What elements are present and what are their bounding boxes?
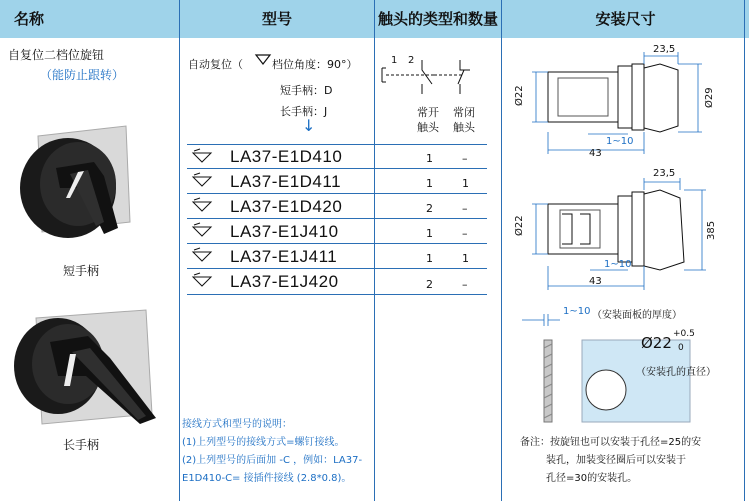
nc-count: – <box>462 152 468 165</box>
dim1-top: 23,5 <box>653 44 676 55</box>
nc-label-2: 触头 <box>453 121 475 134</box>
mount-note-2: 装孔，加装变径圈后可以安装于 <box>546 455 686 466</box>
dim2-dia: Ø22 <box>514 215 525 236</box>
long-knob-image <box>6 306 156 431</box>
dim1-length: 43 <box>589 148 602 159</box>
no-label-1: 常开 <box>417 106 439 119</box>
mount-note-1: 备注：按旋钮也可以安装于孔径=25的安 <box>520 437 702 448</box>
nc-count: – <box>462 202 468 215</box>
product-subtitle: （能防止跟转） <box>40 68 125 82</box>
nc-count: 1 <box>462 252 469 265</box>
product-title: 自复位二档位旋钮 <box>8 48 105 62</box>
short-knob-image <box>8 118 138 248</box>
position-symbol-icon <box>254 52 272 66</box>
no-count: 1 <box>426 227 433 240</box>
no-count: 1 <box>426 252 433 265</box>
header-contacts-label: 触头的类型和数量 <box>377 10 498 28</box>
hole-note: （安装孔的直径） <box>636 367 716 378</box>
position-symbol-icon <box>191 148 213 164</box>
position-symbol-icon <box>191 197 213 213</box>
model-row-1: LA37-E1D410 <box>230 147 343 166</box>
row-divider <box>187 168 487 169</box>
model-row-4: LA37-E1J410 <box>230 222 339 241</box>
header-model-label: 型号 <box>261 10 292 28</box>
row-divider <box>187 294 487 295</box>
dim2-top: 23,5 <box>653 168 676 179</box>
dim1-dia2: Ø29 <box>704 87 715 108</box>
dim2-height: 385 <box>706 220 717 240</box>
row-divider <box>187 144 487 145</box>
model-row-2: LA37-E1D411 <box>230 172 342 191</box>
nc-label-1: 常闭 <box>453 106 475 119</box>
dim1-dia: Ø22 <box>514 85 525 106</box>
position-symbol-icon <box>191 272 213 288</box>
row-divider <box>187 193 487 194</box>
dim1-range: 1~10 <box>606 136 634 147</box>
notes-line-1: (1)上列型号的接线方式=螺钉接线。 <box>182 437 345 448</box>
header-dims <box>502 0 750 38</box>
long-handle-label: 长手柄 <box>63 438 100 452</box>
model-row-6: LA37-E1J420 <box>230 272 339 291</box>
header-dims-label: 安装尺寸 <box>595 10 656 28</box>
auto-reset-text: 自动复位（ <box>188 58 243 71</box>
col-divider <box>179 0 180 501</box>
notes-line-2: (2)上列型号的后面加 -C ，例如：LA37- <box>182 455 363 466</box>
position-symbol-icon <box>191 247 213 263</box>
notes-line-3: E1D410-C= 接插件接线 (2.8*0.8)。 <box>182 473 352 484</box>
no-count: 1 <box>426 177 433 190</box>
no-count: 1 <box>426 152 433 165</box>
col-divider <box>501 0 502 501</box>
hole-diameter: Ø22 <box>641 334 672 352</box>
long-code-text: 长手柄：J <box>280 105 328 118</box>
row-divider <box>187 218 487 219</box>
diagram-num-1: 1 <box>391 55 398 66</box>
dim2-range: 1~10 <box>604 259 632 270</box>
no-count: 2 <box>426 278 433 291</box>
no-count: 2 <box>426 202 433 215</box>
short-code-text: 短手柄：D <box>280 84 333 97</box>
mount-note-3: 孔径=30的安装孔。 <box>546 473 638 484</box>
header-name-label: 名称 <box>14 10 45 28</box>
header-name <box>0 0 180 38</box>
panel-note: （安装面板的厚度） <box>592 310 682 321</box>
row-divider <box>187 268 487 269</box>
hole-tol-zero: 0 <box>678 343 684 353</box>
nc-count: – <box>462 227 468 240</box>
notes-title: 接线方式和型号的说明： <box>182 419 292 430</box>
col-divider <box>374 0 375 501</box>
position-symbol-icon <box>191 222 213 238</box>
diagram-num-2: 2 <box>408 55 415 66</box>
row-divider <box>187 243 487 244</box>
header-model <box>180 0 375 38</box>
no-label-2: 触头 <box>417 121 439 134</box>
header-contacts <box>375 0 502 38</box>
short-handle-label: 短手柄 <box>63 264 100 278</box>
hole-tol-plus: +0.5 <box>673 329 695 339</box>
nc-count: – <box>462 278 468 291</box>
arrow-down-icon: ↓ <box>302 116 316 135</box>
model-row-3: LA37-E1D420 <box>230 197 343 216</box>
model-row-5: LA37-E1J411 <box>230 247 338 266</box>
nc-count: 1 <box>462 177 469 190</box>
angle-text: 档位角度：90°） <box>272 58 358 71</box>
position-symbol-icon <box>191 172 213 188</box>
panel-range: 1~10 <box>563 306 591 317</box>
dim2-length: 43 <box>589 276 602 287</box>
